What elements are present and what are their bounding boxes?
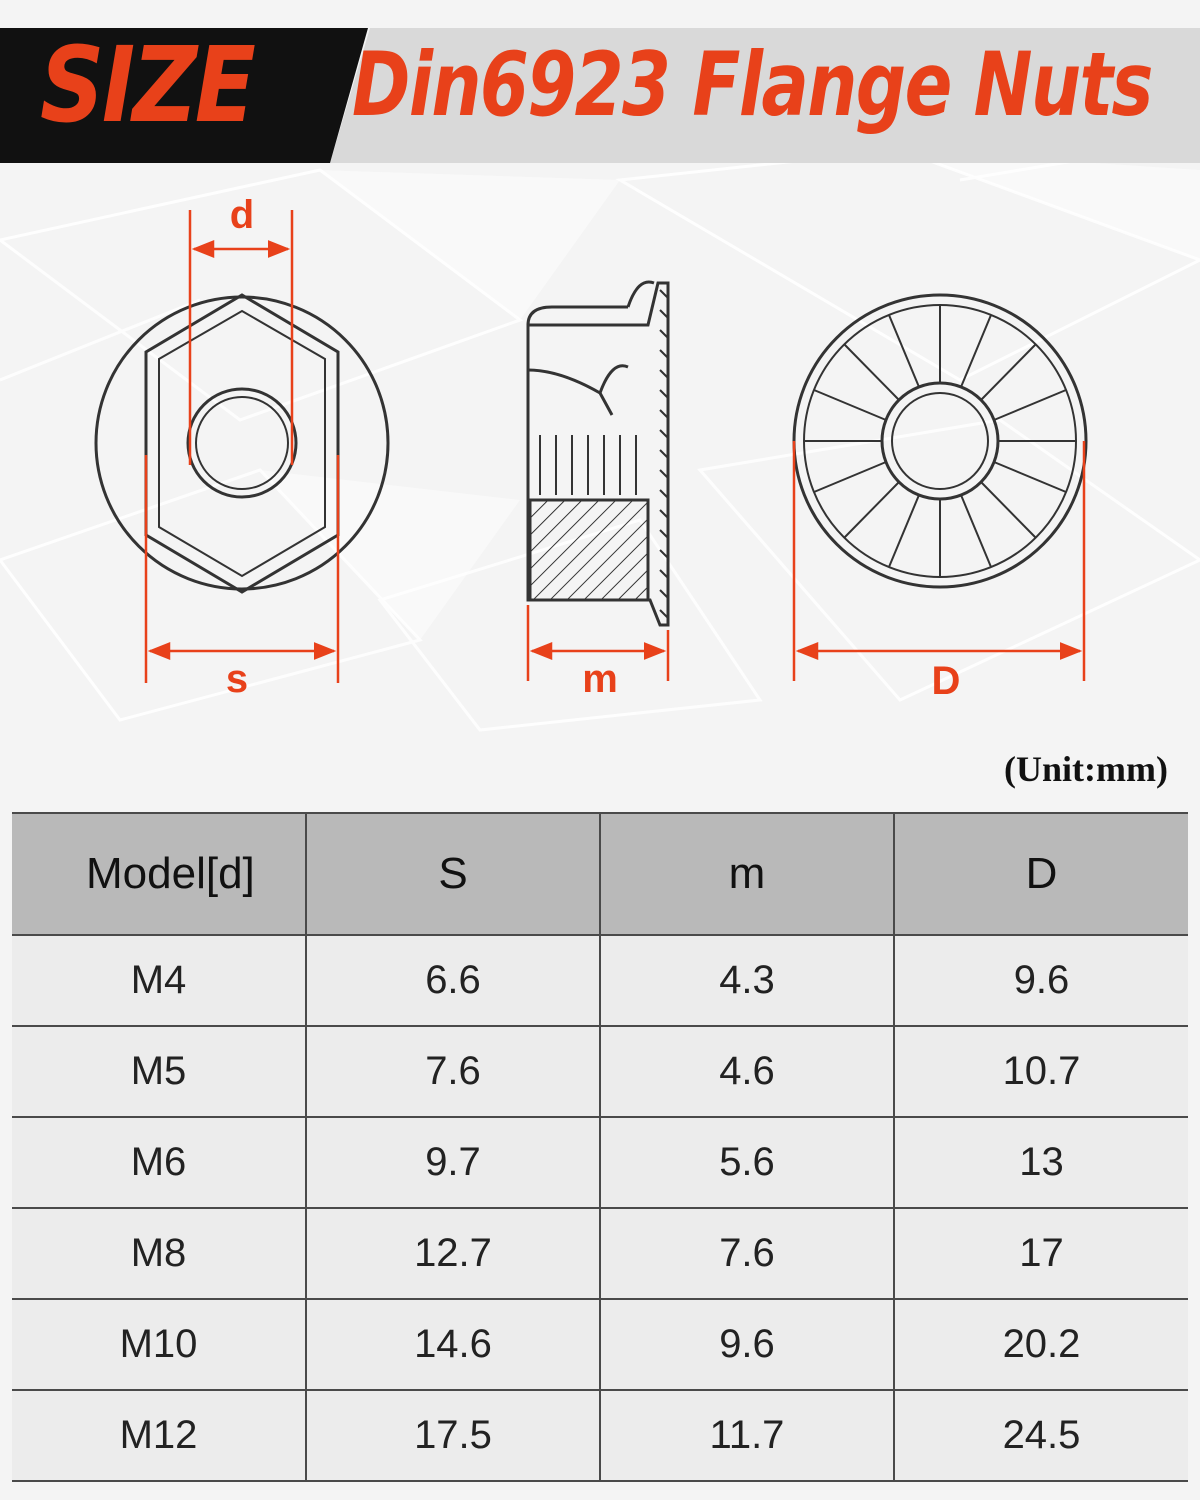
cell-m: 9.6 [600,1299,894,1390]
dim-label-D: D [931,659,961,703]
cell-D: 13 [894,1117,1188,1208]
dim-label-m: m [582,657,618,701]
nut-bottom-view [794,295,1086,587]
table-row [12,1026,1188,1117]
dim-label-d: d [229,193,255,237]
table-row [12,1117,1188,1208]
cell-s: 9.7 [306,1117,600,1208]
nut-front-view [96,295,388,592]
cell-D: 9.6 [894,935,1188,1026]
cell-D: 10.7 [894,1026,1188,1117]
table-header-row [12,813,1188,935]
unit-note: (Unit:mm) [1004,749,1168,789]
cell-D: 24.5 [894,1390,1188,1481]
table-row [12,1299,1188,1390]
header-m: m [600,813,894,935]
table-row [12,935,1188,1026]
cell-m: 7.6 [600,1208,894,1299]
cell-s: 6.6 [306,935,600,1026]
header-model: Model[d] [12,813,306,935]
table-row [12,1208,1188,1299]
header-D: D [894,813,1188,935]
cell-m: 4.6 [600,1026,894,1117]
cell-model: M8 [12,1208,306,1299]
cell-model: M10 [12,1299,306,1390]
spec-table [12,812,1188,1482]
banner [0,0,1200,165]
nut-side-view [528,282,668,625]
cell-D: 20.2 [894,1299,1188,1390]
cell-D: 17 [894,1208,1188,1299]
cell-s: 17.5 [306,1390,600,1481]
cell-s: 12.7 [306,1208,600,1299]
dim-label-s: s [225,657,249,701]
dimension-lines [146,210,1084,683]
cell-model: M12 [12,1390,306,1481]
cell-model: M4 [12,935,306,1026]
header-s: S [306,813,600,935]
nut-drawings [0,165,1200,725]
table-row [12,1390,1188,1481]
cell-s: 7.6 [306,1026,600,1117]
banner-title: Din6923 Flange Nuts [352,33,1152,136]
cell-m: 11.7 [600,1390,894,1481]
banner-size-tag: SIZE [40,24,254,146]
cell-model: M6 [12,1117,306,1208]
cell-model: M5 [12,1026,306,1117]
cell-m: 4.3 [600,935,894,1026]
cell-s: 14.6 [306,1299,600,1390]
cell-m: 5.6 [600,1117,894,1208]
dimension-diagram [0,165,1200,725]
